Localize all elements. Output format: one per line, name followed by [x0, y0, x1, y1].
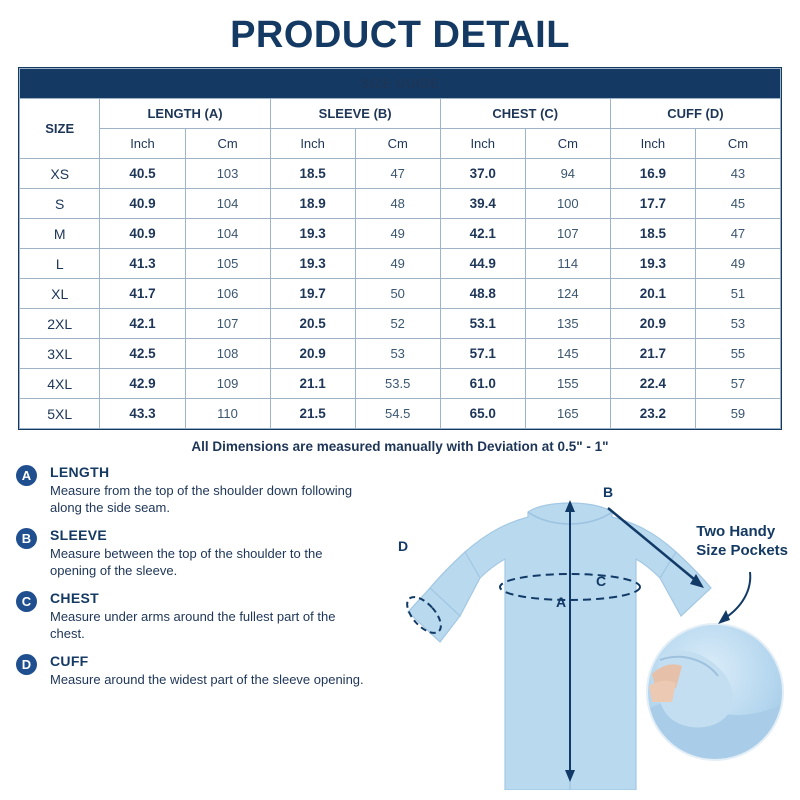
garment-svg	[360, 460, 800, 790]
cell-chest-inch: 53.1	[440, 309, 525, 339]
cell-sleeve-inch: 21.1	[270, 369, 355, 399]
table-row	[20, 189, 781, 219]
cell-chest-inch: 39.4	[440, 189, 525, 219]
size-guide-table	[19, 68, 781, 429]
cell-length-cm: 108	[185, 339, 270, 369]
cell-sleeve-inch: 20.5	[270, 309, 355, 339]
badge-a-icon: A	[16, 465, 37, 486]
marker-b-label: B	[603, 484, 614, 500]
cell-chest-inch: 37.0	[440, 159, 525, 189]
cell-length-inch: 40.5	[100, 159, 185, 189]
cell-chest-inch: 42.1	[440, 219, 525, 249]
legend-item-cuff	[16, 653, 366, 688]
table-row	[20, 219, 781, 249]
column-group-cuff: CUFF (D)	[610, 99, 780, 129]
cell-length-cm: 105	[185, 249, 270, 279]
cell-sleeve-cm: 47	[355, 159, 440, 189]
cell-chest-cm: 114	[525, 249, 610, 279]
cell-chest-inch: 61.0	[440, 369, 525, 399]
lower-section	[0, 460, 800, 790]
cell-cuff-inch: 21.7	[610, 339, 695, 369]
cell-sleeve-inch: 20.9	[270, 339, 355, 369]
table-row	[20, 369, 781, 399]
marker-d-label: D	[398, 538, 409, 554]
cell-cuff-inch: 18.5	[610, 219, 695, 249]
unit-cuff-inch: Inch	[610, 129, 695, 159]
cell-cuff-cm: 57	[695, 369, 780, 399]
badge-b-icon: B	[16, 528, 37, 549]
badge-c-icon: C	[16, 591, 37, 612]
table-row	[20, 309, 781, 339]
legend-desc-sleeve: Measure between the top of the shoulder to the opening of the sleeve.	[50, 546, 323, 578]
pocket-callout-line1: Two Handy	[696, 523, 776, 540]
column-group-size: SIZE	[20, 99, 100, 159]
cell-length-cm: 104	[185, 219, 270, 249]
legend-item-sleeve	[16, 527, 366, 579]
cell-cuff-inch: 23.2	[610, 399, 695, 429]
legend-title-sleeve: SLEEVE	[50, 527, 108, 543]
cell-chest-cm: 135	[525, 309, 610, 339]
cell-chest-cm: 94	[525, 159, 610, 189]
table-unit-header-row	[20, 129, 781, 159]
cell-length-inch: 41.7	[100, 279, 185, 309]
cell-chest-cm: 107	[525, 219, 610, 249]
cell-sleeve-cm: 54.5	[355, 399, 440, 429]
pocket-callout-line2: Size Pockets	[696, 542, 788, 559]
size-guide-table-container	[18, 67, 782, 430]
cell-cuff-inch: 20.1	[610, 279, 695, 309]
cell-cuff-cm: 45	[695, 189, 780, 219]
cell-sleeve-cm: 53.5	[355, 369, 440, 399]
cell-length-inch: 42.5	[100, 339, 185, 369]
unit-sleeve-cm: Cm	[355, 129, 440, 159]
table-row	[20, 279, 781, 309]
cell-length-cm: 103	[185, 159, 270, 189]
legend-desc-cuff: Measure around the widest part of the sleeve opening.	[50, 672, 364, 687]
cell-sleeve-inch: 19.7	[270, 279, 355, 309]
cell-sleeve-inch: 18.9	[270, 189, 355, 219]
table-row	[20, 399, 781, 429]
cell-length-inch: 42.1	[100, 309, 185, 339]
table-group-header-row	[20, 99, 781, 129]
cell-sleeve-inch: 19.3	[270, 249, 355, 279]
cell-sleeve-cm: 52	[355, 309, 440, 339]
marker-c-label: C	[596, 573, 607, 589]
cell-cuff-cm: 47	[695, 219, 780, 249]
cell-cuff-inch: 16.9	[610, 159, 695, 189]
table-banner-row	[20, 69, 781, 99]
table-banner-title: SIZE GUIDE	[20, 69, 781, 99]
cell-sleeve-inch: 19.3	[270, 219, 355, 249]
cell-size: XS	[20, 159, 100, 189]
table-row	[20, 159, 781, 189]
pocket-callout-text	[696, 522, 788, 560]
cell-size: 4XL	[20, 369, 100, 399]
cell-cuff-inch: 17.7	[610, 189, 695, 219]
badge-d-icon: D	[16, 654, 37, 675]
cell-length-inch: 42.9	[100, 369, 185, 399]
cell-length-cm: 107	[185, 309, 270, 339]
legend-desc-length: Measure from the top of the shoulder down following along the side seam.	[50, 483, 353, 515]
cell-length-inch: 40.9	[100, 189, 185, 219]
cell-size: XL	[20, 279, 100, 309]
unit-length-cm: Cm	[185, 129, 270, 159]
legend-title-chest: CHEST	[50, 590, 99, 606]
cell-cuff-inch: 19.3	[610, 249, 695, 279]
unit-sleeve-inch: Inch	[270, 129, 355, 159]
unit-length-inch: Inch	[100, 129, 185, 159]
table-row	[20, 339, 781, 369]
cell-sleeve-cm: 49	[355, 249, 440, 279]
unit-cuff-cm: Cm	[695, 129, 780, 159]
cell-cuff-cm: 49	[695, 249, 780, 279]
cell-sleeve-cm: 53	[355, 339, 440, 369]
cell-chest-inch: 57.1	[440, 339, 525, 369]
cell-length-inch: 41.3	[100, 249, 185, 279]
legend-item-chest	[16, 590, 366, 642]
measurement-note: All Dimensions are measured manually with Deviation at 0.5" - 1"	[191, 439, 609, 454]
table-row	[20, 249, 781, 279]
cell-cuff-inch: 22.4	[610, 369, 695, 399]
cell-size: L	[20, 249, 100, 279]
cell-chest-inch: 44.9	[440, 249, 525, 279]
cell-size: 5XL	[20, 399, 100, 429]
pocket-arrow-head	[718, 610, 730, 624]
cell-sleeve-cm: 49	[355, 219, 440, 249]
cell-size: M	[20, 219, 100, 249]
legend-desc-chest: Measure under arms around the fullest part of the chest.	[50, 609, 336, 641]
cell-chest-inch: 65.0	[440, 399, 525, 429]
cell-sleeve-inch: 18.5	[270, 159, 355, 189]
page-title: PRODUCT DETAIL	[230, 14, 570, 56]
legend-item-length	[16, 464, 366, 516]
cell-sleeve-cm: 48	[355, 189, 440, 219]
cell-cuff-cm: 53	[695, 309, 780, 339]
cell-chest-inch: 48.8	[440, 279, 525, 309]
column-group-sleeve: SLEEVE (B)	[270, 99, 440, 129]
cell-cuff-cm: 43	[695, 159, 780, 189]
cell-sleeve-inch: 21.5	[270, 399, 355, 429]
cell-length-cm: 104	[185, 189, 270, 219]
column-group-length: LENGTH (A)	[100, 99, 270, 129]
cell-length-inch: 40.9	[100, 219, 185, 249]
cell-length-cm: 106	[185, 279, 270, 309]
cell-cuff-cm: 59	[695, 399, 780, 429]
cell-length-cm: 110	[185, 399, 270, 429]
cell-chest-cm: 145	[525, 339, 610, 369]
cell-chest-cm: 165	[525, 399, 610, 429]
legend-title-cuff: CUFF	[50, 653, 89, 669]
cell-size: 2XL	[20, 309, 100, 339]
column-group-chest: CHEST (C)	[440, 99, 610, 129]
cell-length-inch: 43.3	[100, 399, 185, 429]
cell-chest-cm: 124	[525, 279, 610, 309]
cell-chest-cm: 100	[525, 189, 610, 219]
garment-illustration	[360, 460, 800, 790]
cell-cuff-cm: 55	[695, 339, 780, 369]
legend-title-length: LENGTH	[50, 464, 110, 480]
cell-sleeve-cm: 50	[355, 279, 440, 309]
cell-cuff-cm: 51	[695, 279, 780, 309]
measurement-legend	[16, 464, 366, 699]
cell-size: S	[20, 189, 100, 219]
cell-size: 3XL	[20, 339, 100, 369]
marker-a-label: A	[556, 594, 567, 610]
size-guide-table-body	[20, 159, 781, 429]
cell-cuff-inch: 20.9	[610, 309, 695, 339]
unit-chest-inch: Inch	[440, 129, 525, 159]
cell-length-cm: 109	[185, 369, 270, 399]
unit-chest-cm: Cm	[525, 129, 610, 159]
cell-chest-cm: 155	[525, 369, 610, 399]
